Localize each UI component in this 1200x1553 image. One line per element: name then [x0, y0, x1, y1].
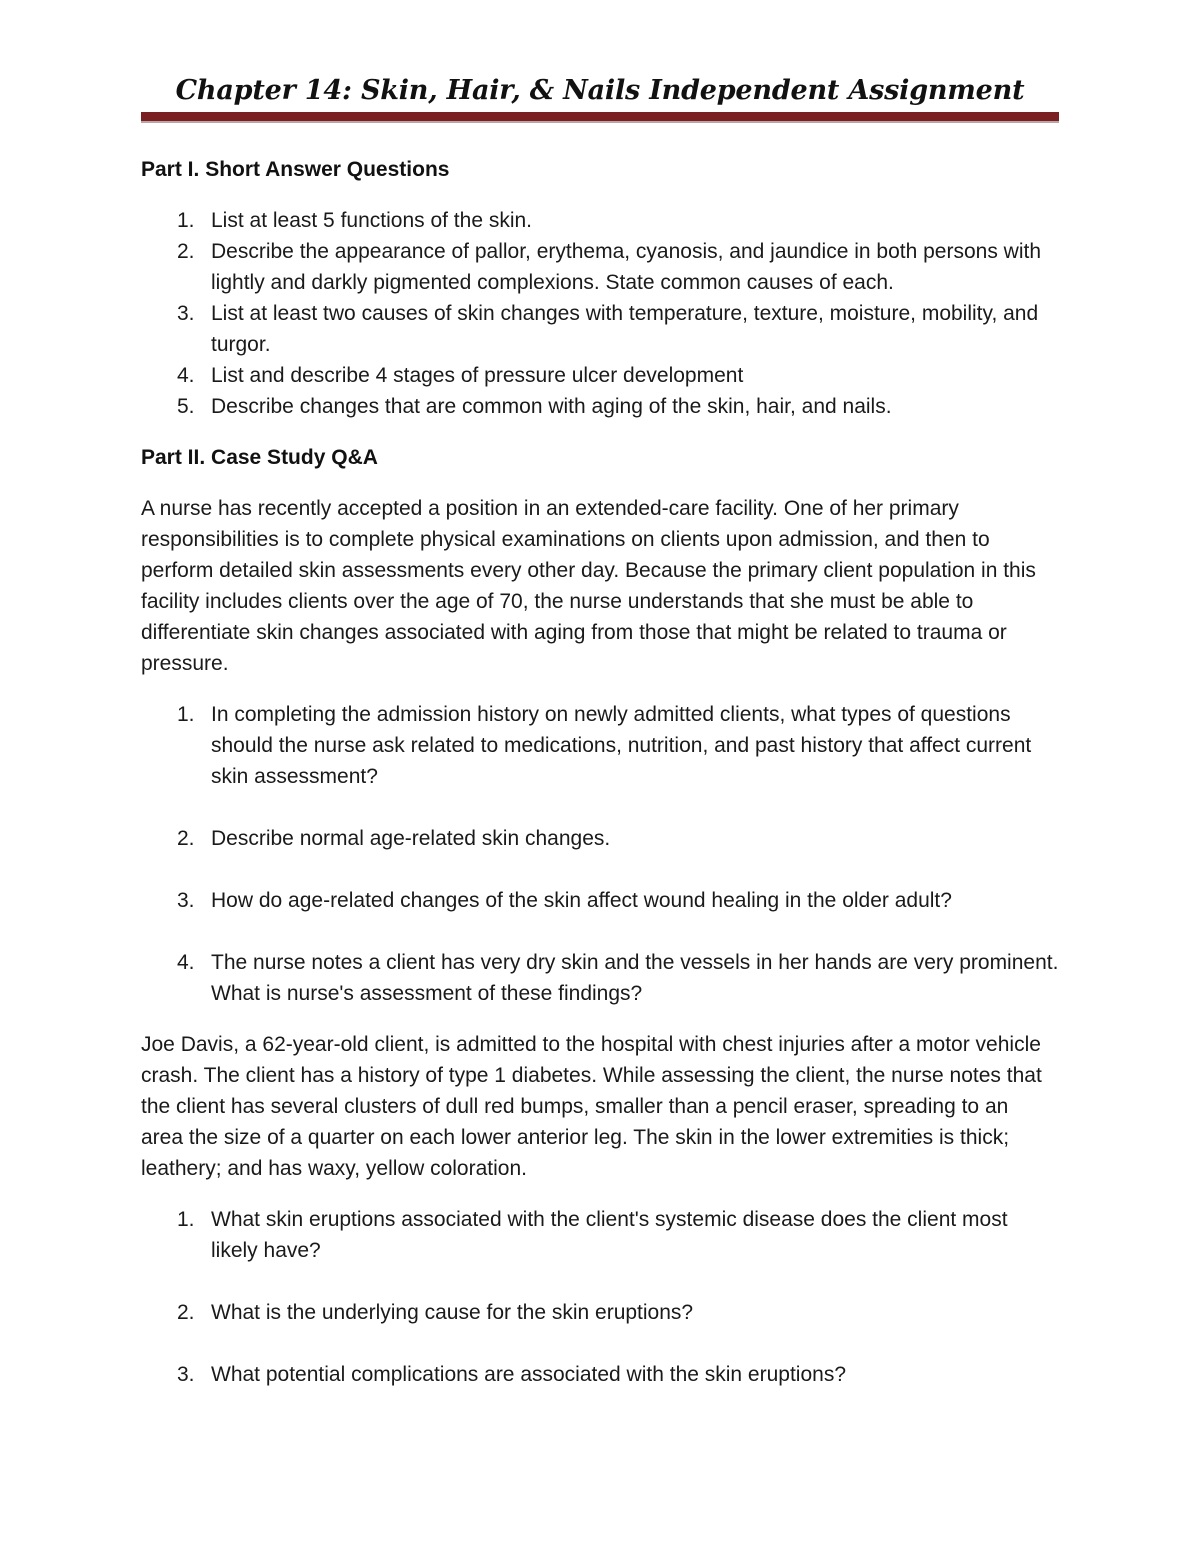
- item-text: In completing the admission history on newly admitted clients, what types of questions should the nurse ask related to medications, nutrition, and past history that affect current skin assessment?: [211, 703, 1032, 788]
- list-item: [141, 1297, 1059, 1328]
- case1-questions: [141, 699, 1059, 1009]
- item-number: 2.: [177, 1301, 195, 1324]
- item-text: What skin eruptions associated with the client's systemic disease does the client most likely have?: [211, 1208, 1008, 1262]
- item-text: List at least two causes of skin changes with temperature, texture, moisture, mobility, and turgor.: [211, 302, 1039, 356]
- item-text: Describe the appearance of pallor, erythema, cyanosis, and jaundice in both persons with lightly and darkly pigmented complexions. State common causes of each.: [211, 240, 1041, 294]
- item-number: 4.: [177, 364, 195, 387]
- list-item: [141, 823, 1059, 854]
- title-divider: [141, 112, 1059, 123]
- list-item: [141, 360, 1059, 391]
- part1-heading: Part I. Short Answer Questions: [141, 158, 450, 181]
- list-item: [141, 1204, 1059, 1266]
- list-item: [141, 205, 1059, 236]
- item-text: List and describe 4 stages of pressure ulcer development: [211, 364, 744, 387]
- item-number: 3.: [177, 1363, 195, 1386]
- item-number: 1.: [177, 703, 195, 726]
- item-number: 5.: [177, 395, 195, 418]
- item-number: 4.: [177, 951, 195, 974]
- item-text: What potential complications are associated with the skin eruptions?: [211, 1363, 847, 1386]
- list-item: [141, 391, 1059, 422]
- item-number: 3.: [177, 302, 195, 325]
- list-item: [141, 298, 1059, 360]
- item-number: 1.: [177, 1208, 195, 1231]
- part2-heading: Part II. Case Study Q&A: [141, 446, 378, 469]
- page-title: Chapter 14: Skin, Hair, & Nails Independent Assignment: [175, 75, 1025, 106]
- list-item: [141, 1359, 1059, 1390]
- item-text: Describe changes that are common with aging of the skin, hair, and nails.: [211, 395, 892, 418]
- item-text: List at least 5 functions of the skin.: [211, 209, 533, 232]
- case1-paragraph: A nurse has recently accepted a position in an extended-care facility. One of her primary responsibilities is to complete physical examinations on clients upon admission, and then to perform detailed skin assessments every other day. Because the primary client population in this facility includes clients over the age of 70, the nurse understands that she must be able to differentiate skin changes associated with aging from those that might be related to trauma or pressure.: [141, 497, 1036, 675]
- short-answer-list: [141, 205, 1059, 422]
- document-page: [141, 0, 1059, 1390]
- case2-paragraph: Joe Davis, a 62-year-old client, is admitted to the hospital with chest injuries after a motor vehicle crash. The client has a history of type 1 diabetes. While assessing the client, the nurse notes that the client has several clusters of dull red bumps, smaller than a pencil eraser, spreading to an area the size of a quarter on each lower anterior leg. The skin in the lower extremities is thick; leathery; and has waxy, yellow coloration.: [141, 1033, 1042, 1180]
- item-number: 3.: [177, 889, 195, 912]
- list-item: [141, 699, 1059, 792]
- item-text: Describe normal age-related skin changes.: [211, 827, 611, 850]
- item-text: What is the underlying cause for the skin eruptions?: [211, 1301, 694, 1324]
- item-number: 1.: [177, 209, 195, 232]
- item-text: The nurse notes a client has very dry skin and the vessels in her hands are very prominent. What is nurse's assessment of these findings?: [211, 951, 1059, 1005]
- item-number: 2.: [177, 240, 195, 263]
- list-item: [141, 947, 1059, 1009]
- list-item: [141, 885, 1059, 916]
- list-item: [141, 236, 1059, 298]
- item-number: 2.: [177, 827, 195, 850]
- case2-questions: [141, 1204, 1059, 1390]
- item-text: How do age-related changes of the skin affect wound healing in the older adult?: [211, 889, 952, 912]
